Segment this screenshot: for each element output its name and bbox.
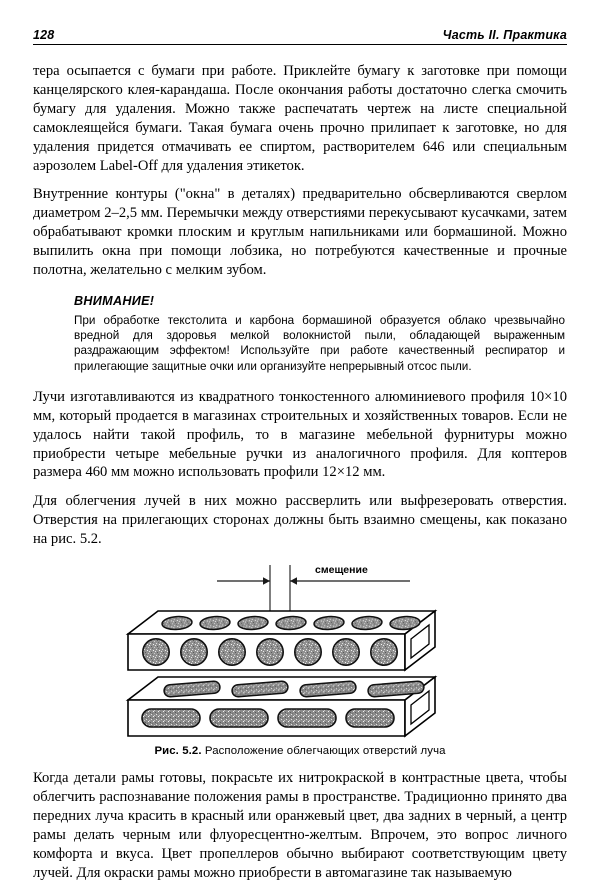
paragraph-1: тера осыпается с бумаги при работе. Приклейте бумагу к заготовке при помощи канцелярского клея-карандаша. После окончания работы достаточно слегка смочить бумагу для удаления. Можно также распечатать чертеж на листе специальной самоклеящейся бумаги. Такая бумага очень прочно прилипает к заготовке, но для удаления придется отмачивать ее спиртом, растворителем 646 или специальным аэрозолем Label-Off для удаления этикеток. (33, 63, 567, 174)
header-rule (33, 44, 567, 45)
page-content (33, 62, 567, 882)
running-head (33, 24, 567, 46)
attention-note-title: ВНИМАНИЕ! (74, 293, 155, 308)
slot-front-3 (278, 709, 336, 727)
hole-front-1 (143, 639, 169, 665)
attention-note-text: При обработке текстолита и карбона бормашиной образуется облако чрезвычайно вредной для здоровья мелкой волокнистой пыли, обладающей выраженным раздражающим эффектом! Используйте при работе качественный респиратор и прилегающие защитные очки или организуйте непрерывный отсос пыли. (74, 313, 565, 373)
offset-annotation-label: смещение (315, 564, 368, 577)
running-head-title: Часть II. Практика (442, 28, 567, 42)
page-number: 128 (33, 28, 55, 42)
figure-caption (33, 745, 567, 757)
hole-front-6 (333, 639, 359, 665)
hole-front-2 (181, 639, 207, 665)
slot-front-4 (346, 709, 394, 727)
hole-front-3 (219, 639, 245, 665)
paragraph-3: Лучи изготавливаются из квадратного тонкостенного алюминиевого профиля 10×10 мм, который продается в магазинах строительных и хозяйственных товаров. Если не удалось найти такой профиль, то в магазине мебельной фурнитуры можно приобрести четыре мебельные ручки из аналогичного профиля. Для коптеров размера 460 мм можно использовать профили 12×12 мм. (33, 388, 567, 481)
slot-front-2 (210, 709, 268, 727)
hole-front-4 (257, 639, 283, 665)
figure-caption-number: Рис. 5.2. (154, 745, 202, 758)
hole-front-7 (371, 639, 397, 665)
beam-slot-holes (128, 677, 435, 736)
hole-front-5 (295, 639, 321, 665)
paragraph-5: Когда детали рамы готовы, покрасьте их нитрокраской в контрастные цвета, чтобы облегчить распознавание положения рамы в пространстве. Традиционно принято два передних луча красить в красный или оранжевый цвет, два задних в черный, а центр рамы делать черным или флуоресцентно-желтым. Впрочем, это вопрос личного комфорта и вкуса. Цвет пропеллеров обычно выбирают соответствующим цвету лучей. Для окраски рамы можно приобрести в автомагазине так называемую (33, 770, 567, 881)
figure-caption-text: Расположение облегчающих отверстий луча (201, 745, 446, 758)
slot-front-1 (142, 709, 200, 727)
dimension-arrow-right (290, 577, 297, 585)
attention-note (33, 294, 567, 374)
paragraph-2: Внутренние контуры ("окна" в деталях) предварительно обсверливаются сверлом диаметром 2–2,5 мм. Перемычки между отверстиями перекусывают кусачками, затем обрабатывают кромки плоским и круглым напильниками или бормашиной. Можно выпилить окна при помощи лобзика, но потребуются качественные и прочные полотна, желательно с мелким зубом. (33, 186, 567, 279)
figure-illustration (120, 559, 480, 744)
dimension-arrow-left (263, 577, 270, 585)
figure-5-2 (33, 559, 567, 757)
beam-round-holes (128, 611, 435, 670)
paragraph-4: Для облегчения лучей в них можно рассверлить или выфрезеровать отверстия. Отверстия на прилегающих сторонах должны быть взаимно смещены, как показано на рис. 5.2. (33, 493, 567, 548)
